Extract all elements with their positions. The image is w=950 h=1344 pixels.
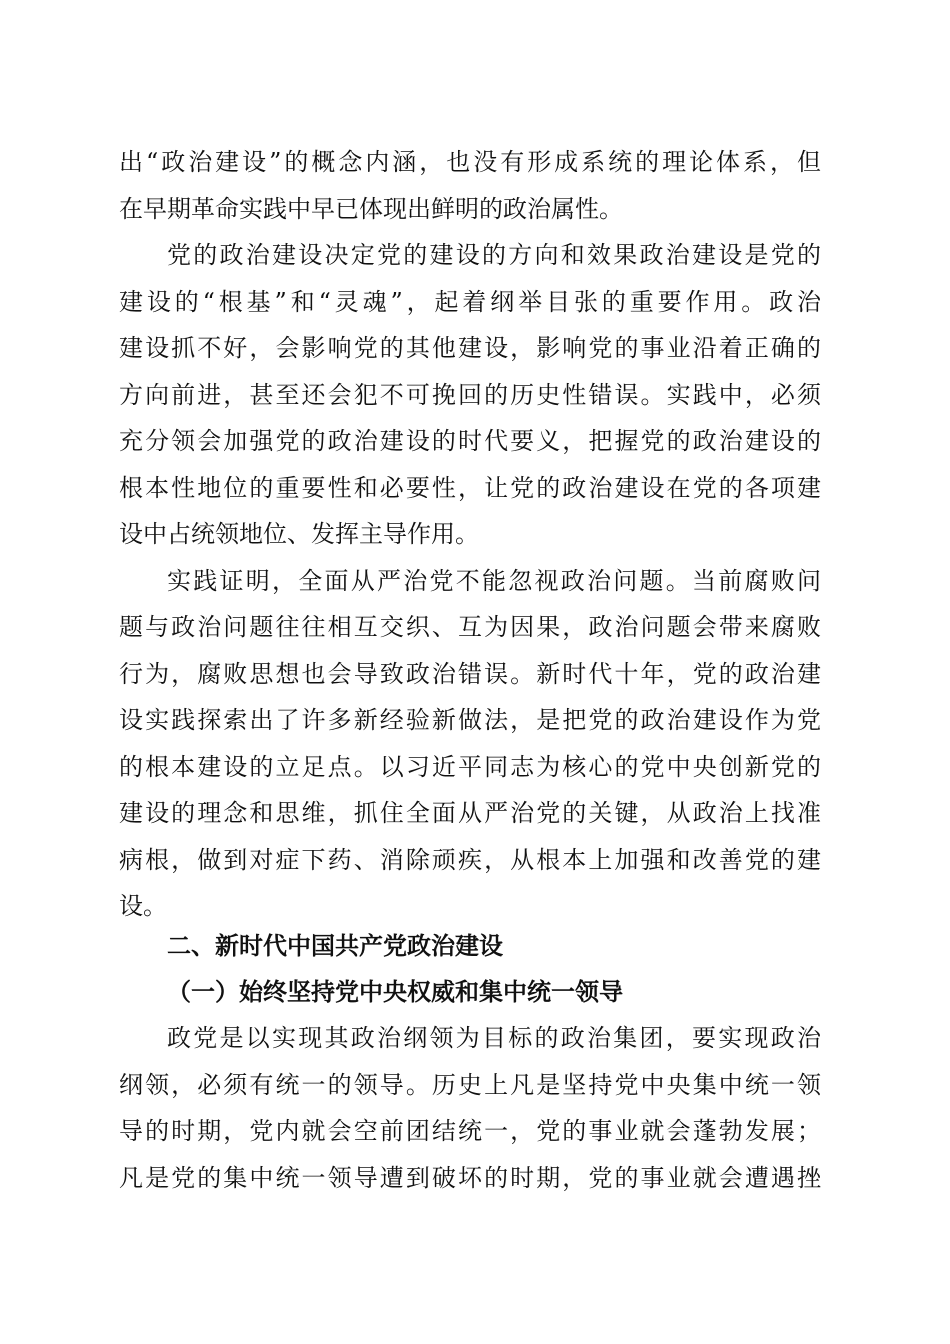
paragraph-line: 凡是党的集中统一领导遭到破坏的时期，党的事业就会遭遇挫 <box>119 1164 821 1192</box>
paragraph-line: 方向前进，甚至还会犯不可挽回的历史性错误。实践中，必须 <box>119 381 821 409</box>
paragraph-line: 导的时期，党内就会空前团结统一，党的事业就会蓬勃发展； <box>119 1117 821 1145</box>
paragraph-line: 在早期革命实践中早已体现出鲜明的政治属性。 <box>119 195 623 223</box>
paragraph-line: 建设的理念和思维，抓住全面从严治党的关键，从政治上找准 <box>119 799 821 827</box>
paragraph-line: 设实践探索出了许多新经验新做法，是把党的政治建设作为党 <box>119 706 821 734</box>
paragraph-line: 的根本建设的立足点。以习近平同志为核心的党中央创新党的 <box>119 753 821 781</box>
subsection-heading: （一）始终坚持党中央权威和集中统一领导 <box>167 977 623 1006</box>
paragraph-line: 建设的“根基”和“灵魂”，起着纲举目张的重要作用。政治 <box>119 288 821 316</box>
paragraph-line: 充分领会加强党的政治建设的时代要义，把握党的政治建设的 <box>119 427 821 455</box>
paragraph-line: 行为，腐败思想也会导致政治错误。新时代十年，党的政治建 <box>119 660 821 688</box>
paragraph-line: 党的政治建设决定党的建设的方向和效果政治建设是党的 <box>167 241 821 269</box>
paragraph-line: 出“政治建设”的概念内涵，也没有形成系统的理论体系，但 <box>119 148 821 176</box>
paragraph-line: 设。 <box>119 892 167 920</box>
paragraph-line: 题与政治问题往往相互交织、互为因果，政治问题会带来腐败 <box>119 613 821 641</box>
paragraph-line: 实践证明，全面从严治党不能忽视政治问题。当前腐败问 <box>167 567 821 595</box>
paragraph-line: 设中占统领地位、发挥主导作用。 <box>119 520 479 548</box>
paragraph-line: 病根，做到对症下药、消除顽疾，从根本上加强和改善党的建 <box>119 846 821 874</box>
paragraph-line: 纲领，必须有统一的领导。历史上凡是坚持党中央集中统一领 <box>119 1071 821 1099</box>
paragraph-line: 建设抓不好，会影响党的其他建设，影响党的事业沿着正确的 <box>119 334 821 362</box>
paragraph-line: 政党是以实现其政治纲领为目标的政治集团，要实现政治 <box>167 1024 821 1052</box>
section-heading: 二、新时代中国共产党政治建设 <box>167 932 503 960</box>
paragraph-line: 根本性地位的重要性和必要性，让党的政治建设在党的各项建 <box>119 474 821 502</box>
